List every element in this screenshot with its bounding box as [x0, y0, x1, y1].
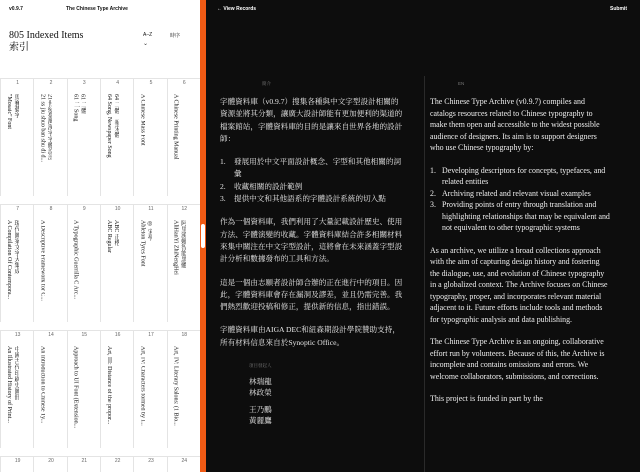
- index-item-title: [172, 346, 179, 444]
- index-item[interactable]: [0, 456, 33, 472]
- index-item-number: 10: [114, 206, 121, 212]
- sort-az-button[interactable]: A–Z: [143, 32, 153, 38]
- index-title-en: 805 Indexed Items: [9, 30, 84, 41]
- index-item-number: 9: [82, 206, 86, 212]
- index-item-number: 16: [114, 332, 121, 338]
- list-item: 3. Providing points of entry through translation and highlighting relationships that may be equivalent and not equivalent to other typographic systems: [430, 200, 610, 232]
- index-item-number: 23: [148, 458, 154, 464]
- index-item[interactable]: [133, 330, 166, 448]
- index-item-title: [5, 346, 19, 444]
- cn-para-funding: 字體資料庫由AIGA DEC和紐森期設計學院贊助支持，所有材料信息來自於Synoptic Office。: [220, 325, 400, 347]
- english-description: [430, 96, 610, 416]
- index-item-line: A Typographic Guerrilla C Arc...: [72, 220, 79, 299]
- index-item[interactable]: [67, 204, 100, 322]
- cn-para-archive: 作為一個資料庫，我們利用了大量記載設計歷史、使用方法、字體演變的收藏。字體資料庫結合許多相關材料來集中關注在中文字型設計，這將會在未來涵蓋字型設計分析和數據發布的工具和方法。: [220, 217, 403, 264]
- index-item-title: [105, 94, 119, 192]
- index-item-line: 現代圖案文字大集成: [13, 220, 19, 274]
- about-panel: [206, 0, 640, 472]
- index-item-line: 21 ss jiu shuo ban shu di d...: [39, 94, 46, 163]
- index-item-number: 21: [81, 458, 88, 464]
- index-item[interactable]: [0, 204, 33, 322]
- index-item-title: [5, 220, 19, 318]
- index-item-line: Art, IV: Literary Salons: (1 Bio...: [172, 346, 179, 426]
- index-item-number: 1: [16, 80, 20, 86]
- index-item[interactable]: [0, 78, 33, 196]
- index-panel: [0, 0, 200, 472]
- index-item-line: 中國古代印刷史圖冊: [13, 346, 19, 400]
- index-item[interactable]: [33, 204, 66, 322]
- index-item-number: 22: [114, 458, 121, 464]
- submit-button[interactable]: Submit: [610, 6, 627, 12]
- index-item[interactable]: [167, 204, 200, 322]
- index-item-line: 21世紀臺灣漢字字體設計: [46, 94, 53, 160]
- index-item-number: 11: [148, 206, 154, 212]
- list-item: 1. 發展用於中文平面設計概念、字型和其他相關的詞彙: [220, 157, 402, 179]
- index-item[interactable]: [100, 204, 133, 322]
- credit-name: 林瑞龍: [249, 377, 272, 387]
- index-item-title: [72, 220, 79, 318]
- index-item-number: 18: [181, 332, 188, 338]
- index-item-line: Approach to UI Font (Extension...: [72, 346, 79, 429]
- index-title: [9, 30, 83, 54]
- index-item-line: 64 二體、報宋體: [112, 94, 119, 138]
- index-item-title: [5, 94, 19, 192]
- credit-name: 王乃鵬: [249, 405, 272, 415]
- index-item-title: [138, 220, 152, 318]
- index-item[interactable]: [0, 330, 33, 448]
- index-item-title: [172, 220, 186, 318]
- index-item-number: 19: [14, 458, 21, 464]
- index-item-title: [172, 94, 179, 192]
- index-item-line: A Descriptive Framework for C...: [39, 220, 46, 301]
- index-item-number: 3: [82, 80, 86, 86]
- index-item-number: 6: [182, 80, 186, 86]
- index-item-number: 17: [148, 332, 154, 338]
- index-item-title: [38, 220, 45, 318]
- cn-aims-list: [220, 156, 405, 205]
- index-item-number: 2: [49, 80, 53, 86]
- index-item-number: 20: [48, 458, 54, 464]
- index-item[interactable]: [33, 456, 66, 472]
- index-item[interactable]: [67, 330, 100, 448]
- index-item-number: 12: [181, 206, 188, 212]
- en-para-funding: This project is funded in part by the: [430, 394, 543, 403]
- index-item[interactable]: [133, 204, 166, 322]
- index-item[interactable]: [133, 78, 166, 196]
- list-item: 3. 提供中文和其他語系的字體設計系統的切入點: [220, 194, 386, 204]
- chinese-column-label: 簡介: [262, 81, 271, 86]
- index-item-line: Ableton Tyres Font: [139, 220, 146, 267]
- index-item-line: ABC 正楷: [112, 220, 119, 246]
- view-records-label: View Records: [223, 6, 257, 12]
- credits-label: 項目發起人: [249, 363, 272, 369]
- index-item-line: ABC Regular: [105, 220, 112, 253]
- list-item: 2. 收藏相關的設計範例: [220, 181, 303, 191]
- index-item-title: [105, 220, 119, 318]
- index-header: [0, 0, 200, 18]
- sort-chronological-button[interactable]: 時序: [170, 33, 181, 39]
- view-records-link[interactable]: ← View Records: [217, 6, 257, 12]
- index-item-line: AliHanYi ZhiNengHei: [172, 220, 179, 275]
- en-intro: The Chinese Type Archive (v0.9.7) compiles and catalogs resources related to Chinese typography to make them open and accessible to the widest possible audience of designers. Its aim is to support designers who use Chinese typography by:: [430, 97, 600, 152]
- index-item-line: Art, III: Distance of the propor...: [105, 346, 112, 425]
- index-item[interactable]: [33, 78, 66, 196]
- index-item-number: 13: [14, 332, 21, 338]
- index-item-number: 15: [81, 332, 88, 338]
- version-label: v0.9.7: [9, 6, 23, 12]
- index-item-line: 馬賽藝字: [13, 94, 19, 118]
- column-divider: [424, 76, 425, 472]
- index-item-line: ◎ 宋學: [146, 220, 153, 241]
- index-item[interactable]: [67, 456, 100, 472]
- index-item[interactable]: [100, 78, 133, 196]
- index-item-number: 8: [49, 206, 53, 212]
- site-title-link[interactable]: The Chinese Type Archive: [66, 6, 128, 12]
- credit-name: 黃麗鷹: [249, 416, 272, 426]
- index-item-title: [138, 346, 145, 444]
- chevron-down-icon: ⌄: [143, 41, 149, 47]
- index-item-number: 7: [16, 206, 20, 212]
- index-item[interactable]: [167, 78, 200, 196]
- index-item[interactable]: [167, 456, 200, 472]
- index-item-title: [38, 346, 45, 444]
- cn-intro: 字體資料庫（v0.9.7）搜集各種與中文字型設計相關的資源並將其分類，讓廣大設計師能有更加便利的渠道的檔案館站，字體資料庫的目的是讓來自世界各地的設計師：: [220, 97, 403, 143]
- english-column-label: EN: [458, 81, 465, 86]
- index-item[interactable]: [167, 330, 200, 448]
- cn-para-volunteers: 這是一個由志願者設計師合辦的正在進行中的項目。因此，字體資料庫會存在漏洞及謬差，並且仍需完善。我們熱烈歡迎投稿和修正，提供新的信息，指出錯誤。: [220, 277, 403, 312]
- en-para-archive: As an archive, we utilize a broad collections approach with the aim of capturing design history and fostering the dialogue, use, and evolution of Chinese typography in a globalized context. The Archive focuses on Chinese typography, proper, and incorporates relevant material adjacent to it. Future efforts include tools and methods for typographic analysis and data publishing.: [430, 245, 608, 324]
- en-para-volunteers: The Chinese Type Archive is an ongoing, collaborative effort run by volunteers. Because of this, the Archive is incomplete and contains omissions and errors. We welcome collaborators, submissions, and corrections.: [430, 337, 605, 381]
- index-item[interactable]: [33, 330, 66, 448]
- index-item-line: 61 二 Song: [72, 94, 79, 122]
- index-item-line: An Introduction to Chinese Ty...: [39, 346, 46, 424]
- index-item-line: A Chinese Printing Manual: [172, 94, 179, 160]
- index-item-number: 4: [116, 80, 120, 86]
- index-title-cn: 索引: [9, 42, 29, 53]
- en-aims-list: [430, 165, 610, 234]
- index-item-line: 阿里漢娜智能黑體: [179, 220, 186, 268]
- index-item[interactable]: [133, 456, 166, 472]
- index-item-number: 24: [181, 458, 188, 464]
- index-item-title: [105, 346, 112, 444]
- index-item-title: [72, 346, 79, 444]
- index-item-line: An Illustrated History of Print...: [6, 346, 12, 423]
- index-item-title: [72, 94, 86, 192]
- index-item-number: 5: [149, 80, 153, 86]
- index-item[interactable]: [100, 456, 133, 472]
- chinese-description: [220, 96, 405, 426]
- index-item-title: [138, 94, 145, 192]
- index-item[interactable]: [100, 330, 133, 448]
- index-item-line: Art, IV: Characters formed by l...: [139, 346, 146, 426]
- index-item-line: 61 二體: [79, 94, 86, 114]
- index-item-line: 64 Song, Newspaper Song: [105, 94, 112, 158]
- index-item-line: "Mosaic" Font: [6, 94, 12, 130]
- credit-name: 林政榮: [249, 388, 272, 398]
- drag-handle-icon[interactable]: [201, 224, 205, 248]
- index-item[interactable]: [67, 78, 100, 196]
- index-item-title: [38, 94, 52, 192]
- list-item: 1. Developing descriptors for concepts, typefaces, and related entities: [430, 165, 606, 186]
- index-item-number: 14: [48, 332, 54, 338]
- index-item-line: A Compilation Of Contempora...: [6, 220, 12, 299]
- list-item: 2. Archiving related and relevant visual examples: [430, 188, 591, 198]
- index-item-line: A Chinese Mass Font: [139, 94, 146, 146]
